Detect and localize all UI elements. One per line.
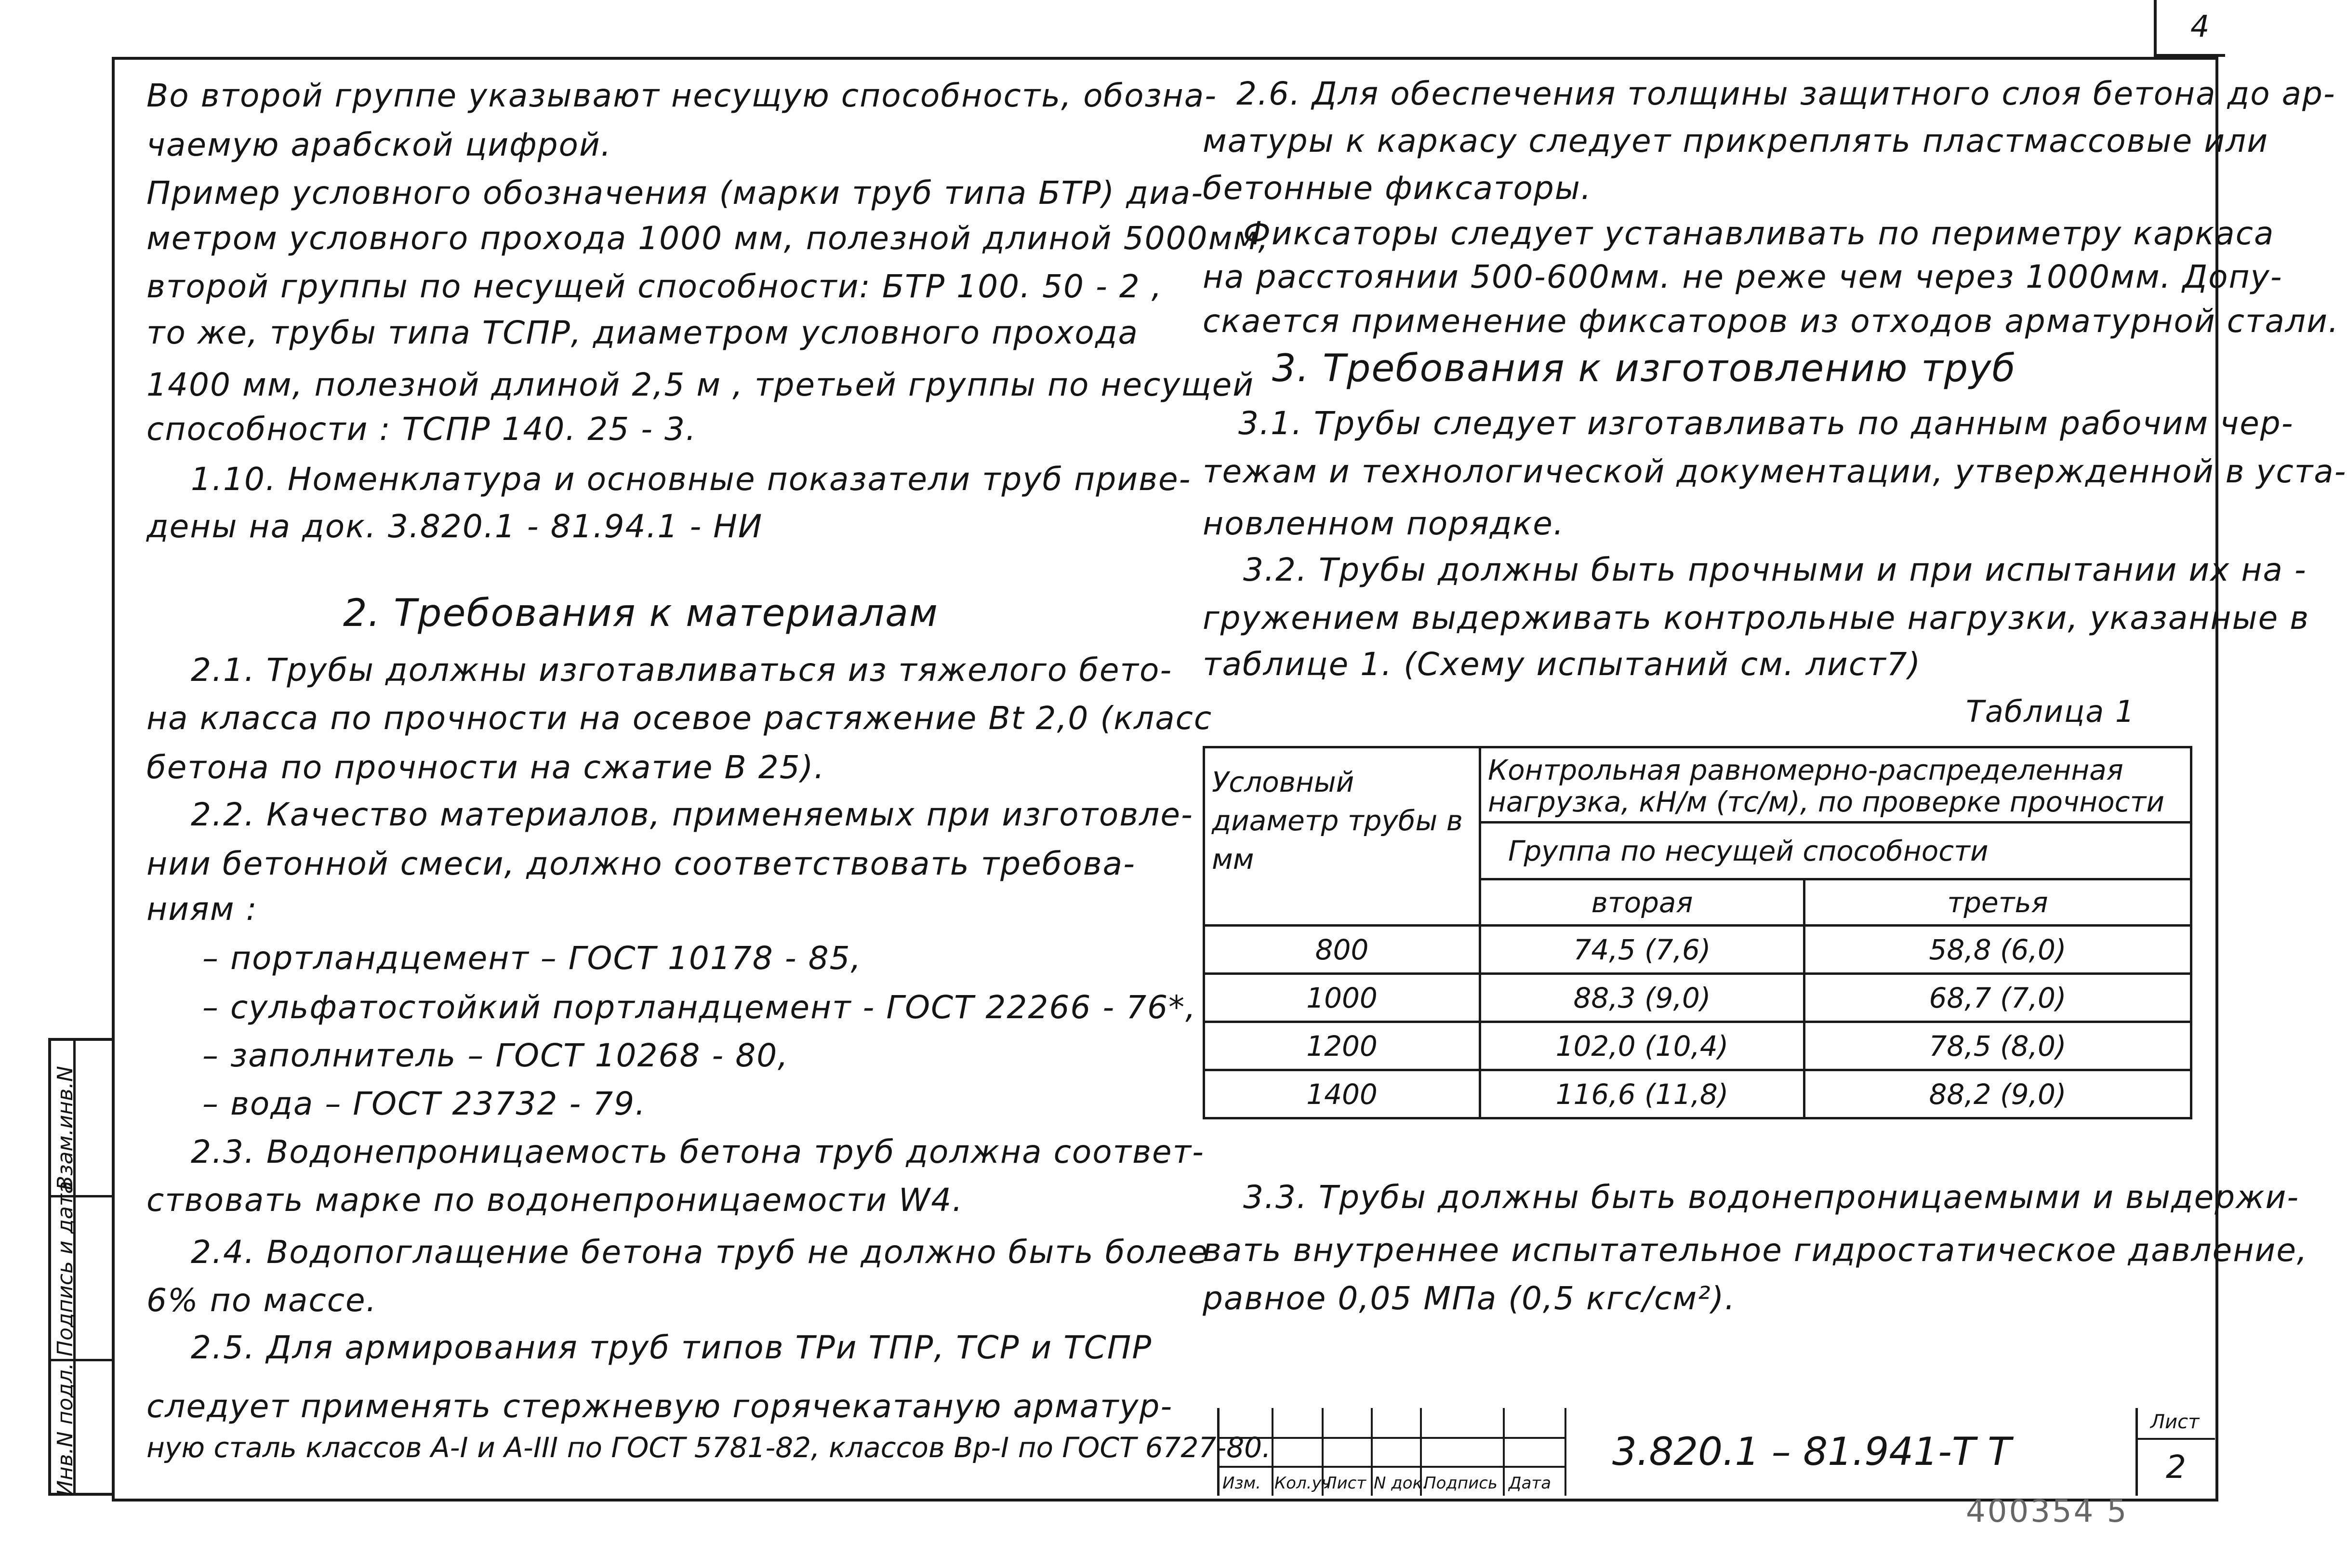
text-line: 1.10. Номенклатура и основные показатели труб приве- <box>191 461 1192 498</box>
text-line: 3.1. Трубы следует изготавливать по данным рабочим чер- <box>1238 405 2294 442</box>
table-header-load: Контрольная равномерно-распределенная нагрузка, кН/м (тс/м), по проверке прочности <box>1480 747 2191 823</box>
text-line: ствовать марке по водонепроницаемости W4. <box>146 1182 964 1219</box>
text-line: способности : ТСПР 140. 25 - 3. <box>146 411 697 448</box>
side-strip <box>48 1038 115 1496</box>
stamp-label-doc: N док. <box>1374 1474 1428 1493</box>
table-subheader-third: третья <box>1804 879 2191 926</box>
text-line: дены на док. 3.820.1 - 81.94.1 - НИ <box>146 508 763 545</box>
section-heading-manufacturing: 3. Требования к изготовлению труб <box>1272 347 2016 390</box>
table-cell-diameter: 1400 <box>1204 1070 1480 1118</box>
text-line: Пример условного обозначения (марки труб типа БТР) диа- <box>146 174 1204 212</box>
text-line: ниям : <box>146 890 258 928</box>
table-cell-third: 58,8 (6,0) <box>1804 926 2191 974</box>
document-code: 3.820.1 – 81.941-Т Т <box>1612 1429 2012 1474</box>
text-line: бетона по прочности на сжатие В 25). <box>146 749 825 786</box>
list-item: – портландцемент – ГОСТ 10178 - 85, <box>202 940 862 977</box>
stamp-label-signature: Подпись <box>1424 1474 1498 1493</box>
text-line: Фиксаторы следует устанавливать по периметру каркаса <box>1243 215 2275 252</box>
text-line: ную сталь классов А-I и А-III по ГОСТ 5781-82, классов Вр-I по ГОСТ 6727-80. <box>146 1431 1271 1464</box>
list-item: – сульфатостойкий портландцемент - ГОСТ 22266 - 76*, <box>202 989 1197 1026</box>
side-label-original: Инв.N подл. <box>53 1363 78 1496</box>
text-line: то же, трубы типа ТСПР, диаметром условного прохода <box>146 314 1139 351</box>
sheet-number: 2 <box>2166 1448 2186 1486</box>
text-line: на класса по прочности на осевое растяжение Bt 2,0 (класс <box>146 700 1213 737</box>
text-line: следует применять стержневую горячекатаную арматур- <box>146 1388 1173 1425</box>
text-line: метром условного прохода 1000 мм, полезной длиной 5000мм, <box>146 220 1270 257</box>
side-label-replacement: Взам.инв.N <box>53 1066 78 1190</box>
text-line: тежам и технологической документации, утвержденной в уста- <box>1203 453 2347 490</box>
list-item: – заполнитель – ГОСТ 10268 - 80, <box>202 1037 789 1074</box>
text-line: 2.4. Водопоглащение бетона труб не должно быть более <box>191 1234 1209 1271</box>
text-line: чаемую арабской цифрой. <box>146 126 612 163</box>
text-line: равное 0,05 МПа (0,5 кгс/см²). <box>1203 1280 1736 1317</box>
text-line: 1400 мм, полезной длиной 2,5 м , третьей группы по несущей <box>146 366 1255 403</box>
load-table <box>1203 746 2192 1119</box>
revision-grid <box>1217 1408 1566 1496</box>
table-row <box>1204 1070 2191 1118</box>
text-line: гружением выдерживать контрольные нагрузки, указанные в <box>1203 599 2310 637</box>
text-line: 3.2. Трубы должны быть прочными и при испытании их на - <box>1243 551 2307 588</box>
sheet-corner-box <box>2154 0 2225 57</box>
text-line: 6% по массе. <box>146 1282 377 1319</box>
corner-sheet-number: 4 <box>2190 9 2210 44</box>
table-cell-third: 78,5 (8,0) <box>1804 1022 2191 1070</box>
table-cell-diameter: 1200 <box>1204 1022 1480 1070</box>
list-item: – вода – ГОСТ 23732 - 79. <box>202 1085 647 1122</box>
text-line: вать внутреннее испытательное гидростатическое давление, <box>1203 1232 2308 1269</box>
table-cell-diameter: 800 <box>1204 926 1480 974</box>
stamp-label-date: Дата <box>1509 1474 1551 1493</box>
text-line: нии бетонной смеси, должно соответствовать требова- <box>146 845 1136 882</box>
stamp-label-sheet: Лист <box>1325 1474 1366 1493</box>
section-heading-materials: 2. Требования к материалам <box>343 592 939 635</box>
text-line: 2.2. Качество материалов, применяемых при изготовле- <box>191 796 1193 833</box>
text-line: скается применение фиксаторов из отходов арматурной стали. <box>1203 303 2339 340</box>
text-line: 2.6. Для обеспечения толщины защитного слоя бетона до ар- <box>1236 75 2336 112</box>
table-subheader-second: вторая <box>1480 879 1804 926</box>
text-line: таблице 1. (Схему испытаний см. лист7) <box>1203 646 1922 683</box>
sheet-box <box>2135 1408 2215 1496</box>
stamp-label-count: Кол.уч <box>1274 1474 1331 1493</box>
table-cell-third: 68,7 (7,0) <box>1804 974 2191 1022</box>
table-cell-third: 88,2 (9,0) <box>1804 1070 2191 1118</box>
table-caption: Таблица 1 <box>1966 694 2135 729</box>
text-line: второй группы по несущей способности: БТР 100. 50 - 2 , <box>146 268 1163 305</box>
text-line: бетонные фиксаторы. <box>1203 170 1592 207</box>
table-header-group: Группа по несущей способности <box>1480 823 2191 879</box>
archive-stamp: 400354 5 <box>1966 1494 2129 1529</box>
table-cell-second: 116,6 (11,8) <box>1480 1070 1804 1118</box>
table-row <box>1204 926 2191 974</box>
sheet-label: Лист <box>2150 1411 2200 1433</box>
table-row <box>1204 1022 2191 1070</box>
text-line: 2.5. Для армирования труб типов ТРи ТПР, ТСР и ТСПР <box>191 1329 1153 1366</box>
text-line: матуры к каркасу следует прикреплять пластмассовые или <box>1203 122 2269 159</box>
table-cell-second: 74,5 (7,6) <box>1480 926 1804 974</box>
table-cell-second: 88,3 (9,0) <box>1480 974 1804 1022</box>
table-header-diameter: Условный диаметр трубы в мм <box>1204 747 1480 926</box>
side-label-signature: Подпись и дата <box>53 1181 78 1356</box>
table-cell-diameter: 1000 <box>1204 974 1480 1022</box>
text-line: 2.3. Водонепроницаемость бетона труб должна соответ- <box>191 1133 1205 1170</box>
text-line: 2.1. Трубы должны изготавливаться из тяжелого бето- <box>191 651 1173 689</box>
text-line: 3.3. Трубы должны быть водонепроницаемыми и выдержи- <box>1243 1179 2300 1216</box>
text-line: новленном порядке. <box>1203 505 1565 542</box>
title-block <box>1217 1408 2213 1496</box>
stamp-label-change: Изм. <box>1222 1474 1261 1493</box>
table-cell-second: 102,0 (10,4) <box>1480 1022 1804 1070</box>
text-line: Во второй группе указывают несущую способность, обозна- <box>146 77 1218 114</box>
text-line: на расстоянии 500-600мм. не реже чем через 1000мм. Допу- <box>1203 258 2283 295</box>
table-row <box>1204 974 2191 1022</box>
